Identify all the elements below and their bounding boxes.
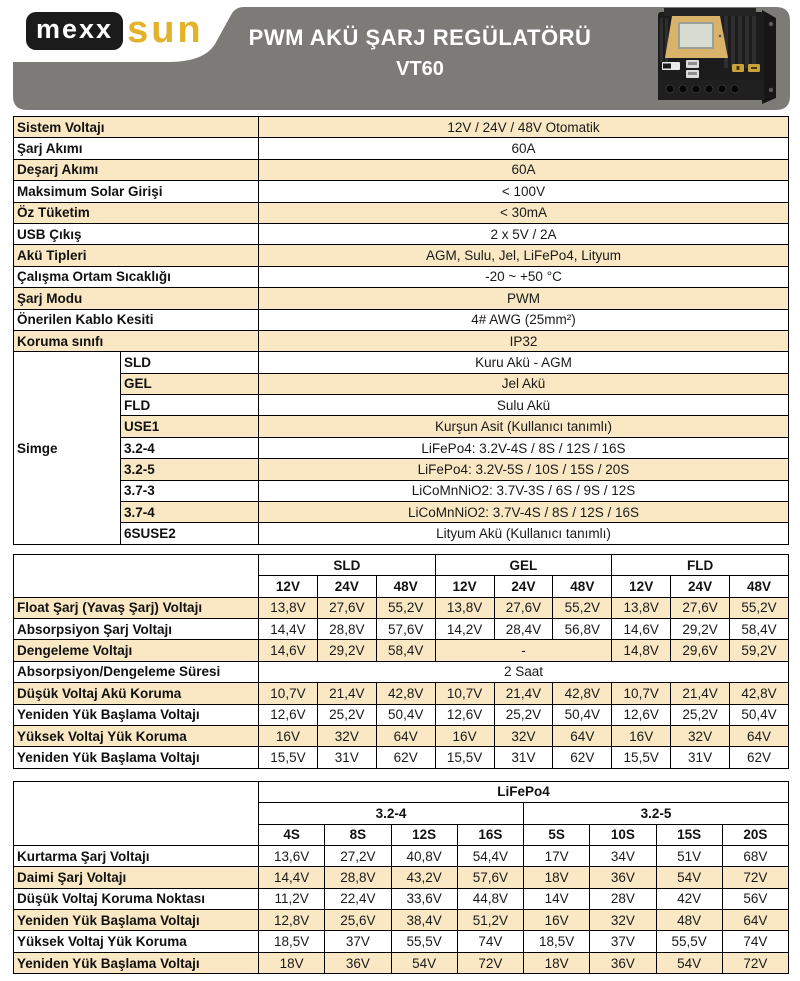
value-cell: 14,4V [259,867,325,888]
brand-logo [26,9,204,51]
column-header: 12V [259,576,318,597]
value-cell: 27,6V [317,597,376,618]
column-header: 12V [435,576,494,597]
spec-row [14,181,789,202]
value-cell: 74V [722,931,788,952]
value-cell: 55,2V [376,597,435,618]
value-cell: 10,7V [435,683,494,704]
table-row [14,618,789,639]
value-cell: 25,2V [494,704,553,725]
value-cell: 14V [524,888,590,909]
product-photo [650,6,782,108]
row-label: Daimi Şarj Voltajı [14,867,259,888]
value-cell: 62V [730,747,789,768]
column-group-header: SLD [259,554,436,575]
value-cell: 32V [494,725,553,746]
value-cell: 32V [317,725,376,746]
value-cell: 50,4V [730,704,789,725]
column-header: 12V [612,576,671,597]
value-cell: 31V [494,747,553,768]
simge-code: FLD [121,395,259,416]
value-cell: 64V [376,725,435,746]
table-row [14,725,789,746]
spec-label: USB Çıkış [14,223,259,244]
table-row [14,952,789,973]
spec-label: Deşarj Akımı [14,159,259,180]
value-cell: 51,2V [457,910,523,931]
value-cell: 50,4V [376,704,435,725]
value-cell: 55,2V [730,597,789,618]
value-cell: 48V [656,910,722,931]
simge-code: 3.7-4 [121,502,259,523]
logo-sun-text: sun [127,9,204,51]
column-header: 48V [730,576,789,597]
simge-code: SLD [121,352,259,373]
simge-code: GEL [121,373,259,394]
row-label: Düşük Voltaj Akü Koruma [14,683,259,704]
column-header: 8S [325,824,391,845]
spec-table [13,116,789,545]
simge-code: USE1 [121,416,259,437]
spec-label: Önerilen Kablo Kesiti [14,309,259,330]
value-cell: 12,6V [435,704,494,725]
value-cell: 72V [457,952,523,973]
table-row [14,910,789,931]
spec-row [14,223,789,244]
header-row [14,554,789,575]
value-cell: 15,5V [612,747,671,768]
simge-row [14,352,789,373]
spec-row [14,330,789,351]
table-title-cell: LiFePo4 [259,781,789,802]
battery-voltage-table [13,554,789,769]
column-header: 20S [722,824,788,845]
value-cell: 54V [656,867,722,888]
value-cell: 37V [590,931,656,952]
simge-group-label: Simge [14,352,121,545]
value-cell: 57,6V [376,618,435,639]
simge-row [14,502,789,523]
value-cell: 42V [656,888,722,909]
value-cell: 28,8V [317,618,376,639]
spec-row [14,117,789,138]
value-cell: 13,8V [612,597,671,618]
value-cell: 13,8V [259,597,318,618]
row-label: Yeniden Yük Başlama Voltajı [14,747,259,768]
spec-row [14,309,789,330]
spec-value: 2 x 5V / 2A [259,223,789,244]
value-cell: 12,8V [259,910,325,931]
table-row [14,661,789,682]
spec-value: PWM [259,288,789,309]
simge-desc: LiFePo4: 3.2V-4S / 8S / 12S / 16S [259,437,789,458]
value-cell: 10,7V [259,683,318,704]
value-cell: 2 Saat [259,661,789,682]
spec-value: < 30mA [259,202,789,223]
row-label: Düşük Voltaj Koruma Noktası [14,888,259,909]
row-label: Yüksek Voltaj Yük Koruma [14,725,259,746]
page-title [185,25,655,81]
value-cell: 10,7V [612,683,671,704]
column-group-header: GEL [435,554,612,575]
column-header: 10S [590,824,656,845]
column-group-header: 3.2-5 [524,803,789,824]
simge-row [14,523,789,544]
row-label: Kurtarma Şarj Voltajı [14,845,259,866]
value-cell: 15,5V [435,747,494,768]
column-group-header: 3.2-4 [259,803,524,824]
value-cell: 21,4V [494,683,553,704]
value-cell: 56V [722,888,788,909]
value-cell: 18,5V [524,931,590,952]
value-cell: 16V [259,725,318,746]
value-cell: 25,6V [325,910,391,931]
table-row [14,640,789,661]
value-cell: 29,2V [317,640,376,661]
spec-value: 60A [259,159,789,180]
value-cell: 31V [671,747,730,768]
row-label: Yüksek Voltaj Yük Koruma [14,931,259,952]
value-cell: 32V [671,725,730,746]
value-cell: 54V [656,952,722,973]
value-cell: 27,6V [494,597,553,618]
value-cell: 64V [730,725,789,746]
simge-desc: Kurşun Asit (Kullanıcı tanımlı) [259,416,789,437]
simge-row [14,416,789,437]
value-cell: 13,6V [259,845,325,866]
simge-code: 3.2-4 [121,437,259,458]
simge-code: 3.2-5 [121,459,259,480]
value-cell: 43,2V [391,867,457,888]
simge-desc: Kuru Akü - AGM [259,352,789,373]
table-row [14,867,789,888]
value-cell: 37V [325,931,391,952]
spec-value: IP32 [259,330,789,351]
column-group-header: FLD [612,554,789,575]
value-cell: 14,6V [259,640,318,661]
value-cell: 21,4V [317,683,376,704]
value-cell: 36V [590,867,656,888]
value-cell: 16V [524,910,590,931]
value-cell: 64V [553,725,612,746]
value-cell: 56,8V [553,618,612,639]
value-cell: 32V [590,910,656,931]
value-cell: 31V [317,747,376,768]
value-cell: 21,4V [671,683,730,704]
value-cell: 55,5V [656,931,722,952]
column-header: 5S [524,824,590,845]
table-row [14,888,789,909]
column-header: 16S [457,824,523,845]
table-row [14,683,789,704]
spec-label: Koruma sınıfı [14,330,259,351]
value-cell: 12,6V [259,704,318,725]
value-cell: 42,8V [376,683,435,704]
header-banner [0,0,800,113]
simge-desc: LiCoMnNiO2: 3.7V-4S / 8S / 12S / 16S [259,502,789,523]
row-label: Absorpsiyon Şarj Voltajı [14,618,259,639]
value-cell: 57,6V [457,867,523,888]
logo-mexx-text: mexx [26,12,123,50]
title-line1: PWM AKÜ ŞARJ REGÜLATÖRÜ [248,25,592,50]
value-cell: 29,2V [671,618,730,639]
value-cell: 15,5V [259,747,318,768]
value-cell: 33,6V [391,888,457,909]
value-cell: 18V [524,867,590,888]
value-cell: 18,5V [259,931,325,952]
spec-value: 60A [259,138,789,159]
spec-label: Öz Tüketim [14,202,259,223]
simge-code: 3.7-3 [121,480,259,501]
value-cell: 14,6V [612,618,671,639]
row-label: Yeniden Yük Başlama Voltajı [14,952,259,973]
value-cell: 27,6V [671,597,730,618]
value-cell: 11,2V [259,888,325,909]
value-cell: 36V [590,952,656,973]
value-cell: 64V [722,910,788,931]
value-cell: 14,8V [612,640,671,661]
value-cell: 28V [590,888,656,909]
spec-row [14,202,789,223]
spec-row [14,288,789,309]
value-cell: 58,4V [376,640,435,661]
value-cell: 42,8V [730,683,789,704]
row-label: Dengeleme Voltajı [14,640,259,661]
value-cell: 14,2V [435,618,494,639]
value-cell: 16V [435,725,494,746]
value-cell: 50,4V [553,704,612,725]
value-cell: 25,2V [671,704,730,725]
value-cell: 55,5V [391,931,457,952]
column-header: 4S [259,824,325,845]
value-cell: 12,6V [612,704,671,725]
spec-label: Maksimum Solar Girişi [14,181,259,202]
value-cell: 27,2V [325,845,391,866]
value-cell: 62V [376,747,435,768]
column-header: 12S [391,824,457,845]
value-cell: 34V [590,845,656,866]
spec-value: 4# AWG (25mm²) [259,309,789,330]
table-corner-cell [14,554,259,597]
value-cell: 51V [656,845,722,866]
spec-label: Çalışma Ortam Sıcaklığı [14,266,259,287]
value-cell: 14,4V [259,618,318,639]
spec-row [14,266,789,287]
spec-row [14,159,789,180]
spec-row [14,138,789,159]
simge-desc: Sulu Akü [259,395,789,416]
value-cell: 59,2V [730,640,789,661]
value-cell: 72V [722,952,788,973]
value-cell: 55,2V [553,597,612,618]
spec-label: Şarj Modu [14,288,259,309]
value-cell: 18V [524,952,590,973]
value-cell: 40,8V [391,845,457,866]
row-label: Yeniden Yük Başlama Voltajı [14,704,259,725]
simge-desc: Jel Akü [259,373,789,394]
row-label: Yeniden Yük Başlama Voltajı [14,910,259,931]
value-cell: 25,2V [317,704,376,725]
value-cell: 74V [457,931,523,952]
header-row [14,781,789,802]
row-label: Float Şarj (Yavaş Şarj) Voltajı [14,597,259,618]
spec-label: Şarj Akımı [14,138,259,159]
value-cell: 62V [553,747,612,768]
value-cell: 72V [722,867,788,888]
spec-value: 12V / 24V / 48V Otomatik [259,117,789,138]
simge-row [14,437,789,458]
simge-code: 6SUSE2 [121,523,259,544]
value-cell: 17V [524,845,590,866]
column-header: 15S [656,824,722,845]
value-cell: 54V [391,952,457,973]
row-label: Absorpsiyon/Dengeleme Süresi [14,661,259,682]
spec-value: -20 ~ +50 °C [259,266,789,287]
simge-desc: Lityum Akü (Kullanıcı tanımlı) [259,523,789,544]
table-corner-cell [14,781,259,845]
table-row [14,597,789,618]
value-cell: 16V [612,725,671,746]
simge-row [14,459,789,480]
simge-row [14,395,789,416]
spec-value: AGM, Sulu, Jel, LiFePo4, Lityum [259,245,789,266]
value-cell: 29,6V [671,640,730,661]
lifepo4-table [13,781,789,975]
value-cell: 28,4V [494,618,553,639]
value-cell: 22,4V [325,888,391,909]
spec-label: Akü Tipleri [14,245,259,266]
column-header: 24V [494,576,553,597]
table-row [14,931,789,952]
spec-row [14,245,789,266]
spec-label: Sistem Voltajı [14,117,259,138]
table-row [14,845,789,866]
value-cell: 44,8V [457,888,523,909]
value-cell: 38,4V [391,910,457,931]
simge-desc: LiCoMnNiO2: 3.7V-3S / 6S / 9S / 12S [259,480,789,501]
column-header: 24V [671,576,730,597]
value-cell: 54,4V [457,845,523,866]
column-header: 24V [317,576,376,597]
table-row [14,704,789,725]
spec-value: < 100V [259,181,789,202]
column-header: 48V [553,576,612,597]
value-cell: 58,4V [730,618,789,639]
value-cell: 28,8V [325,867,391,888]
value-cell: 68V [722,845,788,866]
table-row [14,747,789,768]
value-cell: - [435,640,612,661]
value-cell: 36V [325,952,391,973]
value-cell: 18V [259,952,325,973]
simge-row [14,480,789,501]
simge-desc: LiFePo4: 3.2V-5S / 10S / 15S / 20S [259,459,789,480]
value-cell: 13,8V [435,597,494,618]
simge-row [14,373,789,394]
title-line2: VT60 [396,58,444,80]
column-header: 48V [376,576,435,597]
value-cell: 42,8V [553,683,612,704]
